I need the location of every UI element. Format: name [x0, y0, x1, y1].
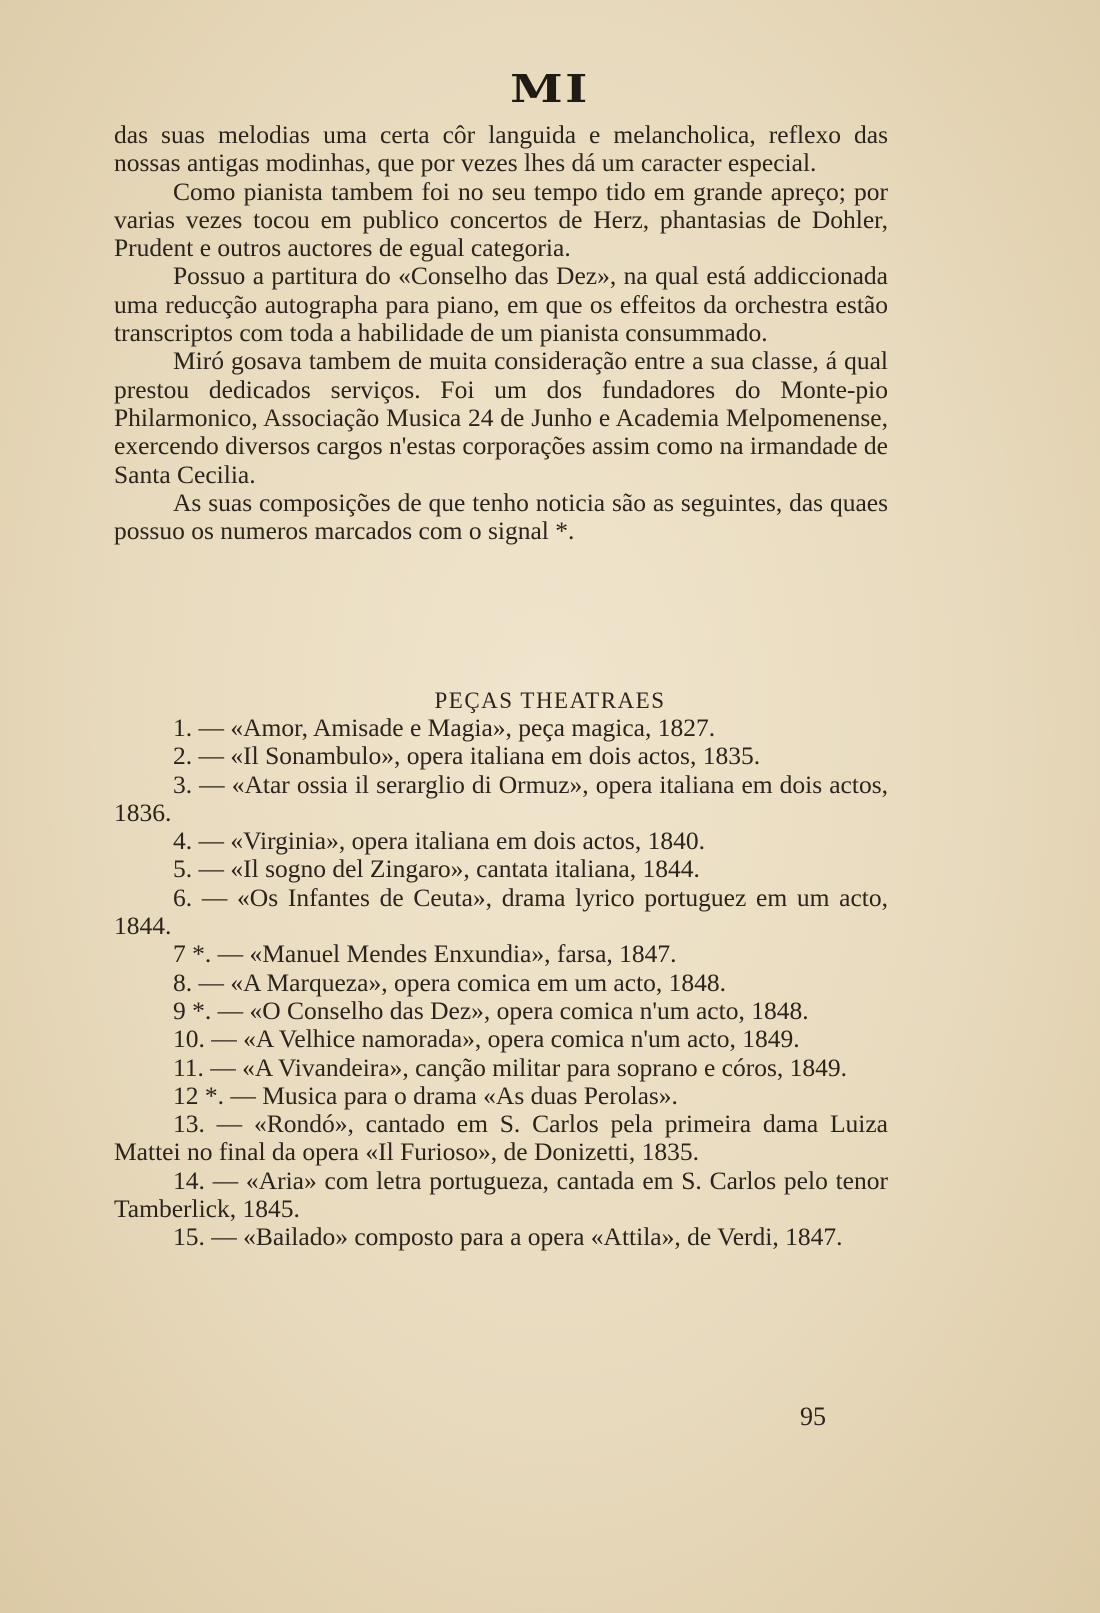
- list-item: 7 *. — «Manuel Mendes Enxundia», farsa, 1847.: [173, 939, 677, 969]
- body-text: [114, 121, 888, 545]
- section-title: PEÇAS THEATRAES: [434, 688, 666, 713]
- paragraph: As suas composições de que tenho noticia são as seguintes, das quaes possuo os numeros marcados com o signal *.: [114, 487, 888, 546]
- works-list: [114, 714, 888, 1252]
- paragraph: Miró gosava tambem de muita consideração entre a sua classe, á qual prestou dedicados serviços. Foi um dos fundadores do Monte-pio Philarmonico, Associação Musica 24 de Junho e Academia Melpomenense, exercendo diversos cargos n'estas corporações assim como na irmandade de Santa Cecilia.: [114, 346, 888, 489]
- list-item: 1. — «Amor, Amisade e Magia», peça magica, 1827.: [173, 713, 716, 742]
- list-item: 6. — «Os Infantes de Ceuta», drama lyrico portuguez em um acto, 1844.: [114, 882, 888, 941]
- list-item: 10. — «A Velhice namorada», opera comica n'um acto, 1849.: [173, 1024, 800, 1054]
- list-item: 8. — «A Marqueza», opera comica em um acto, 1848.: [173, 967, 727, 997]
- paragraph: Como pianista tambem foi no seu tempo tido em grande apreço; por varias vezes tocou em publico concertos de Herz, phantasias de Dohler, Prudent e outros auctores de egual categoria.: [114, 176, 888, 263]
- list-item: 4. — «Virginia», opera italiana em dois actos, 1840.: [173, 826, 705, 856]
- running-head: MI: [510, 66, 590, 111]
- list-item: 2. — «Il Sonambulo», opera italiana em dois actos, 1835.: [173, 741, 761, 771]
- list-item: 11. — «A Vivandeira», canção militar para soprano e córos, 1849.: [173, 1052, 848, 1082]
- paragraph: Possuo a partitura do «Conselho das Dez», na qual está addiccionada uma reducção autographa para piano, em que os effeitos da orchestra estão transcriptos com toda a habilidade de um pianista consummado.: [114, 261, 888, 348]
- list-item: 13. — «Rondó», cantado em S. Carlos pela primeira dama Luiza Mattei no final da opera «Il Furioso», de Donizetti, 1835.: [114, 1109, 888, 1167]
- list-item: 15. — «Bailado» composto para a opera «Attila», de Verdi, 1847.: [173, 1222, 843, 1252]
- page-number: 95: [800, 1402, 826, 1431]
- list-item: 5. — «Il sogno del Zingaro», cantata italiana, 1844.: [173, 854, 700, 884]
- list-item: 9 *. — «O Conselho das Dez», opera comica n'um acto, 1848.: [173, 995, 809, 1025]
- paragraph: das suas melodias uma certa côr languida e melancholica, reflexo das nossas antigas modinhas, que por vezes lhes dá um caracter especial.: [114, 120, 888, 178]
- list-item: 12 *. — Musica para o drama «As duas Perolas».: [173, 1080, 678, 1110]
- list-item: 3. — «Atar ossia il serarglio di Ormuz», opera italiana em dois actos, 1836.: [114, 769, 888, 827]
- list-item: 14. — «Aria» com letra portugueza, cantada em S. Carlos pelo tenor Tamberlick, 1845.: [114, 1165, 888, 1224]
